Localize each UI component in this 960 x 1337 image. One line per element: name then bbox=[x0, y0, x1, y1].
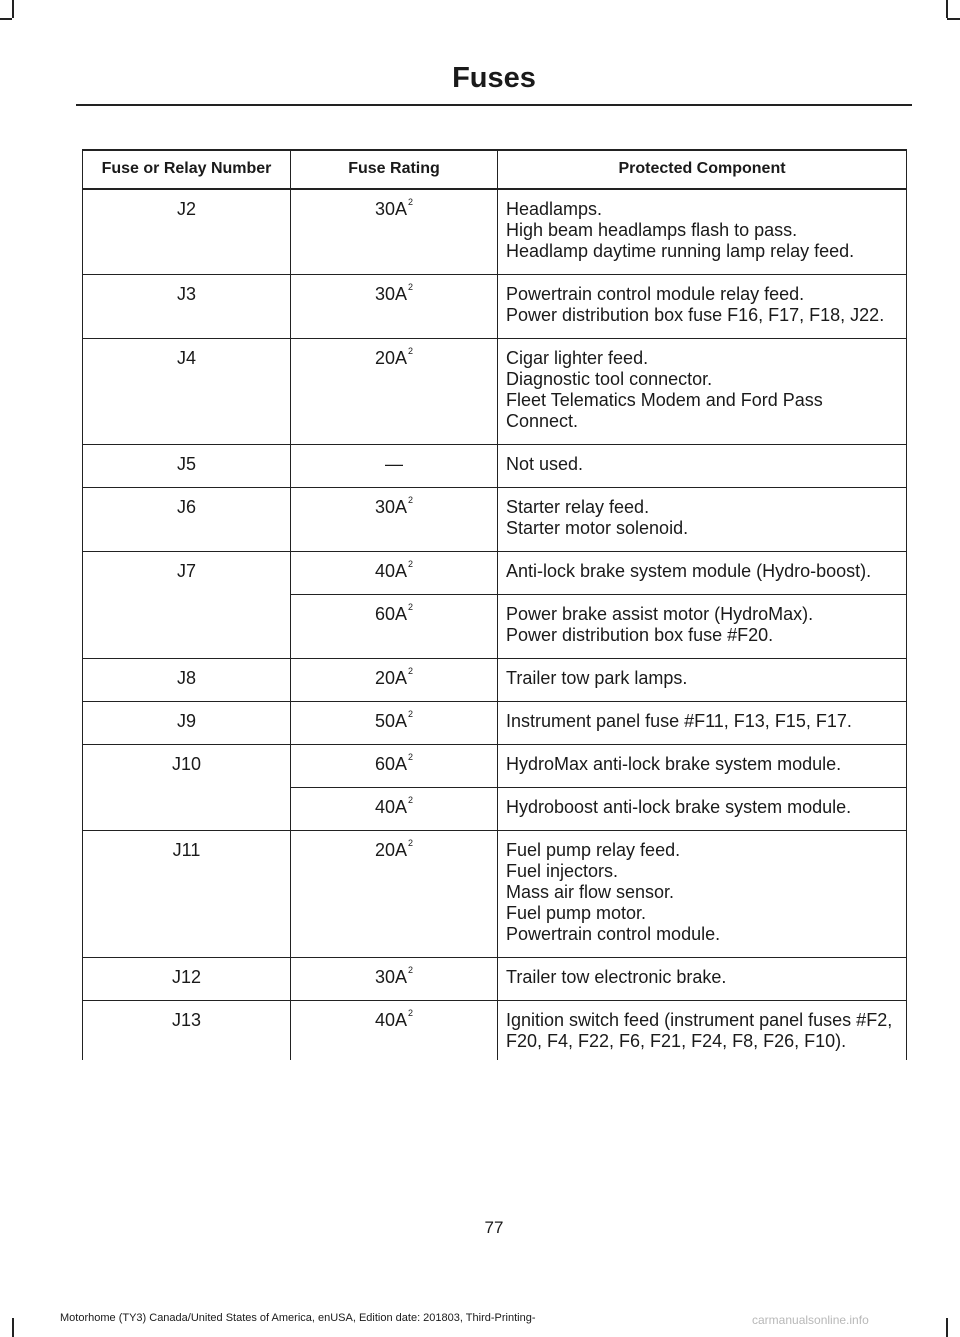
rating-value: 20A bbox=[374, 840, 407, 860]
footnote-marker: 2 bbox=[408, 1008, 414, 1018]
fuse-number: J2 bbox=[83, 189, 291, 275]
component-line: Headlamp daytime running lamp relay feed. bbox=[506, 241, 855, 261]
crop-mark bbox=[12, 0, 14, 18]
component-line: Powertrain control module. bbox=[506, 924, 721, 944]
table-row bbox=[83, 831, 907, 958]
crop-mark bbox=[946, 1318, 948, 1337]
crop-mark bbox=[0, 18, 12, 20]
footnote-marker: 2 bbox=[408, 602, 414, 612]
page-number: 77 bbox=[484, 1218, 504, 1237]
protected-component bbox=[498, 745, 907, 788]
crop-mark bbox=[946, 0, 948, 18]
protected-component bbox=[498, 445, 907, 488]
component-line: Power distribution box fuse F16, F17, F18, J22. bbox=[506, 305, 885, 325]
table-header-row bbox=[83, 150, 907, 189]
footnote-marker: 2 bbox=[408, 495, 414, 505]
fuse-number: J9 bbox=[83, 702, 291, 745]
header-rating: Fuse Rating bbox=[291, 150, 498, 189]
rating-value: 20A bbox=[374, 348, 407, 368]
component-line: Trailer tow electronic brake. bbox=[506, 967, 727, 987]
fuse-rating bbox=[291, 745, 498, 788]
fuse-number: J7 bbox=[83, 552, 291, 659]
component-line: Anti-lock brake system module (Hydro-boost). bbox=[506, 561, 872, 581]
fuse-rating bbox=[291, 831, 498, 958]
table-row bbox=[83, 552, 907, 595]
rating-value: 30A bbox=[374, 497, 407, 517]
protected-component bbox=[498, 659, 907, 702]
rating-value: 30A bbox=[374, 967, 407, 987]
component-line: Hydroboost anti-lock brake system module. bbox=[506, 797, 852, 817]
footnote-marker: 2 bbox=[408, 346, 414, 356]
table-row bbox=[83, 275, 907, 339]
component-line: Not used. bbox=[506, 454, 584, 474]
fuse-number: J5 bbox=[83, 445, 291, 488]
fuse-number: J11 bbox=[83, 831, 291, 958]
protected-component bbox=[498, 1001, 907, 1061]
component-line: Trailer tow park lamps. bbox=[506, 668, 688, 688]
fuse-rating bbox=[291, 788, 498, 831]
table-row bbox=[83, 659, 907, 702]
protected-component bbox=[498, 958, 907, 1001]
rating-value: — bbox=[385, 454, 403, 474]
rating-value: 60A bbox=[374, 604, 407, 624]
footnote-marker: 2 bbox=[408, 197, 414, 207]
fuse-table bbox=[82, 149, 907, 1060]
footnote-marker: 2 bbox=[408, 282, 414, 292]
table-body bbox=[83, 189, 907, 1060]
component-line: Cigar lighter feed. bbox=[506, 348, 649, 368]
component-line: Powertrain control module relay feed. bbox=[506, 284, 805, 304]
component-line: Mass air flow sensor. bbox=[506, 882, 675, 902]
page-title: Fuses bbox=[452, 62, 536, 94]
footnote-marker: 2 bbox=[408, 709, 414, 719]
fuse-rating bbox=[291, 488, 498, 552]
protected-component bbox=[498, 702, 907, 745]
footnote-marker: 2 bbox=[408, 752, 414, 762]
component-line: Instrument panel fuse #F11, F13, F15, F17. bbox=[506, 711, 852, 731]
fuse-rating bbox=[291, 339, 498, 445]
fuse-rating bbox=[291, 595, 498, 659]
rating-value: 40A bbox=[374, 1010, 407, 1030]
rating-value: 30A bbox=[374, 284, 407, 304]
table-row bbox=[83, 339, 907, 445]
fuse-rating bbox=[291, 445, 498, 488]
fuse-rating bbox=[291, 659, 498, 702]
footer-text: Motorhome (TY3) Canada/United States of America, enUSA, Edition date: 201803, Third-Printing- bbox=[60, 1312, 536, 1324]
component-line: Fuel pump motor. bbox=[506, 903, 647, 923]
crop-mark bbox=[12, 1318, 14, 1337]
rating-value: 50A bbox=[374, 711, 407, 731]
footnote-marker: 2 bbox=[408, 965, 414, 975]
fuse-number: J12 bbox=[83, 958, 291, 1001]
fuse-number: J4 bbox=[83, 339, 291, 445]
fuse-number: J13 bbox=[83, 1001, 291, 1061]
protected-component bbox=[498, 788, 907, 831]
fuse-number: J10 bbox=[83, 745, 291, 831]
fuse-rating bbox=[291, 702, 498, 745]
component-line: Fleet Telematics Modem and Ford Pass Connect. bbox=[506, 390, 823, 431]
table-row bbox=[83, 445, 907, 488]
protected-component bbox=[498, 552, 907, 595]
component-line: High beam headlamps flash to pass. bbox=[506, 220, 798, 240]
protected-component bbox=[498, 488, 907, 552]
protected-component bbox=[498, 189, 907, 275]
table-row bbox=[83, 1001, 907, 1061]
protected-component bbox=[498, 831, 907, 958]
fuse-rating bbox=[291, 1001, 498, 1061]
component-line: Diagnostic tool connector. bbox=[506, 369, 713, 389]
table-row bbox=[83, 189, 907, 275]
watermark: carmanualsonline.info bbox=[752, 1313, 869, 1327]
component-line: Power brake assist motor (HydroMax). bbox=[506, 604, 814, 624]
fuse-number: J8 bbox=[83, 659, 291, 702]
rating-value: 40A bbox=[374, 797, 407, 817]
component-line: Starter motor solenoid. bbox=[506, 518, 689, 538]
footnote-marker: 2 bbox=[408, 795, 414, 805]
component-line: Fuel pump relay feed. bbox=[506, 840, 681, 860]
table-row bbox=[83, 488, 907, 552]
rating-value: 30A bbox=[374, 199, 407, 219]
table-row bbox=[83, 702, 907, 745]
fuse-rating bbox=[291, 275, 498, 339]
fuse-number: J3 bbox=[83, 275, 291, 339]
component-line: Power distribution box fuse #F20. bbox=[506, 625, 774, 645]
fuse-rating bbox=[291, 189, 498, 275]
rating-value: 40A bbox=[374, 561, 407, 581]
header-number: Fuse or Relay Number bbox=[83, 150, 291, 189]
footnote-marker: 2 bbox=[408, 666, 414, 676]
rating-value: 20A bbox=[374, 668, 407, 688]
footnote-marker: 2 bbox=[408, 559, 414, 569]
fuse-rating bbox=[291, 552, 498, 595]
header-component: Protected Component bbox=[498, 150, 907, 189]
rating-value: 60A bbox=[374, 754, 407, 774]
footnote-marker: 2 bbox=[408, 838, 414, 848]
table-row bbox=[83, 745, 907, 788]
protected-component bbox=[498, 595, 907, 659]
protected-component bbox=[498, 339, 907, 445]
component-line: Headlamps. bbox=[506, 199, 603, 219]
crop-mark bbox=[947, 18, 960, 20]
fuse-rating bbox=[291, 958, 498, 1001]
table-row bbox=[83, 958, 907, 1001]
component-line: Fuel injectors. bbox=[506, 861, 619, 881]
component-line: HydroMax anti-lock brake system module. bbox=[506, 754, 842, 774]
protected-component bbox=[498, 275, 907, 339]
title-rule bbox=[76, 104, 912, 106]
component-line: Starter relay feed. bbox=[506, 497, 650, 517]
fuse-number: J6 bbox=[83, 488, 291, 552]
component-line: Ignition switch feed (instrument panel fuses #F2, F20, F4, F22, F6, F21, F24, F8, F26, F10). bbox=[506, 1010, 893, 1051]
